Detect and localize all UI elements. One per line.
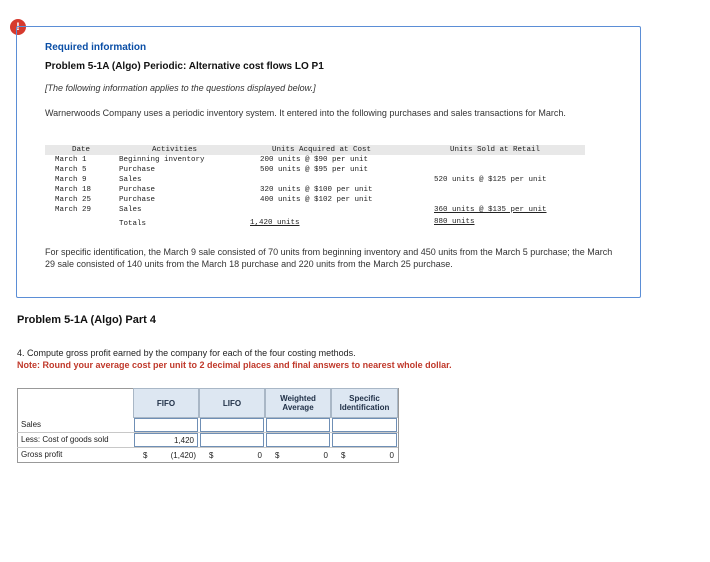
row-label-gross-profit: Gross profit	[21, 450, 63, 459]
header-weighted-average: Weighted Average	[265, 388, 331, 418]
row-acquired: 320 units @ $100 per unit	[260, 186, 373, 194]
input-sales-fifo[interactable]	[134, 418, 198, 432]
row-activity: Sales	[119, 176, 142, 184]
row-label-cogs: Less: Cost of goods sold	[21, 435, 109, 444]
col-acquired-header: Units Acquired at Cost	[272, 146, 372, 154]
totals-acquired: 1,420 units	[250, 219, 300, 227]
input-cogs-specific-identification[interactable]	[332, 433, 397, 447]
col-activities-header: Activities	[152, 146, 198, 154]
gross-profit-specific-identification: 0	[389, 451, 394, 460]
col-sold-header: Units Sold at Retail	[450, 146, 541, 154]
row-activity: Sales	[119, 206, 142, 214]
required-info-title: Required information	[45, 42, 147, 53]
gross-profit-weighted-average: 0	[323, 451, 328, 460]
header-lifo: LIFO	[199, 388, 265, 418]
input-sales-specific-identification[interactable]	[332, 418, 397, 432]
gross-profit-fifo: (1,420)	[170, 451, 196, 460]
row-acquired: 400 units @ $102 per unit	[260, 196, 373, 204]
rounding-note: Note: Round your average cost per unit to 2 decimal places and final answers to nearest whole dollar.	[17, 360, 452, 370]
row-date: March 25	[55, 196, 92, 204]
totals-sold: 880 units	[434, 218, 475, 226]
row-activity: Purchase	[119, 196, 156, 204]
row-date: March 9	[55, 176, 87, 184]
row-date: March 29	[55, 206, 92, 214]
question-text: 4. Compute gross profit earned by the company for each of the four costing methods.	[17, 348, 356, 358]
input-sales-weighted-average[interactable]	[266, 418, 330, 432]
currency-symbol: $	[275, 451, 280, 460]
alert-icon: !	[10, 19, 26, 35]
row-acquired: 200 units @ $90 per unit	[260, 156, 369, 164]
row-activity: Purchase	[119, 166, 156, 174]
problem-title: Problem 5-1A (Algo) Periodic: Alternative cost flows LO P1	[45, 61, 324, 72]
part-title: Problem 5-1A (Algo) Part 4	[17, 314, 156, 326]
row-date: March 5	[55, 166, 87, 174]
applies-note: [The following information applies to the questions displayed below.]	[45, 83, 316, 93]
currency-symbol: $	[341, 451, 346, 460]
col-date-header: Date	[72, 146, 91, 154]
row-date: March 1	[55, 156, 87, 164]
row-label-sales: Sales	[21, 420, 42, 429]
totals-label: Totals	[119, 220, 147, 228]
header-fifo: FIFO	[133, 388, 199, 418]
input-sales-lifo[interactable]	[200, 418, 264, 432]
cogs-fifo-value: 1,420	[173, 436, 194, 445]
row-sold: 360 units @ $135 per unit	[434, 206, 547, 214]
row-divider	[17, 447, 398, 448]
problem-description: Warnerwoods Company uses a periodic inventory system. It entered into the following purchases and sales transactions for March.	[45, 108, 566, 118]
row-activity: Purchase	[119, 186, 156, 194]
currency-symbol: $	[143, 451, 148, 460]
currency-symbol: $	[209, 451, 214, 460]
input-cogs-lifo[interactable]	[200, 433, 264, 447]
row-sold: 520 units @ $125 per unit	[434, 176, 547, 184]
row-date: March 18	[55, 186, 92, 194]
header-specific-identification: Specific Identification	[331, 388, 398, 418]
row-activity: Beginning inventory	[119, 156, 205, 164]
input-cogs-weighted-average[interactable]	[266, 433, 330, 447]
row-acquired: 500 units @ $95 per unit	[260, 166, 369, 174]
gross-profit-lifo: 0	[257, 451, 262, 460]
specific-identification-text: For specific identification, the March 9 sale consisted of 70 units from beginning inventory and 450 units from the March 5 purchase; the March 29 sale consisted of 140 units from the March 18 purchase and 220 units from the March 25 purchase.	[45, 247, 613, 269]
